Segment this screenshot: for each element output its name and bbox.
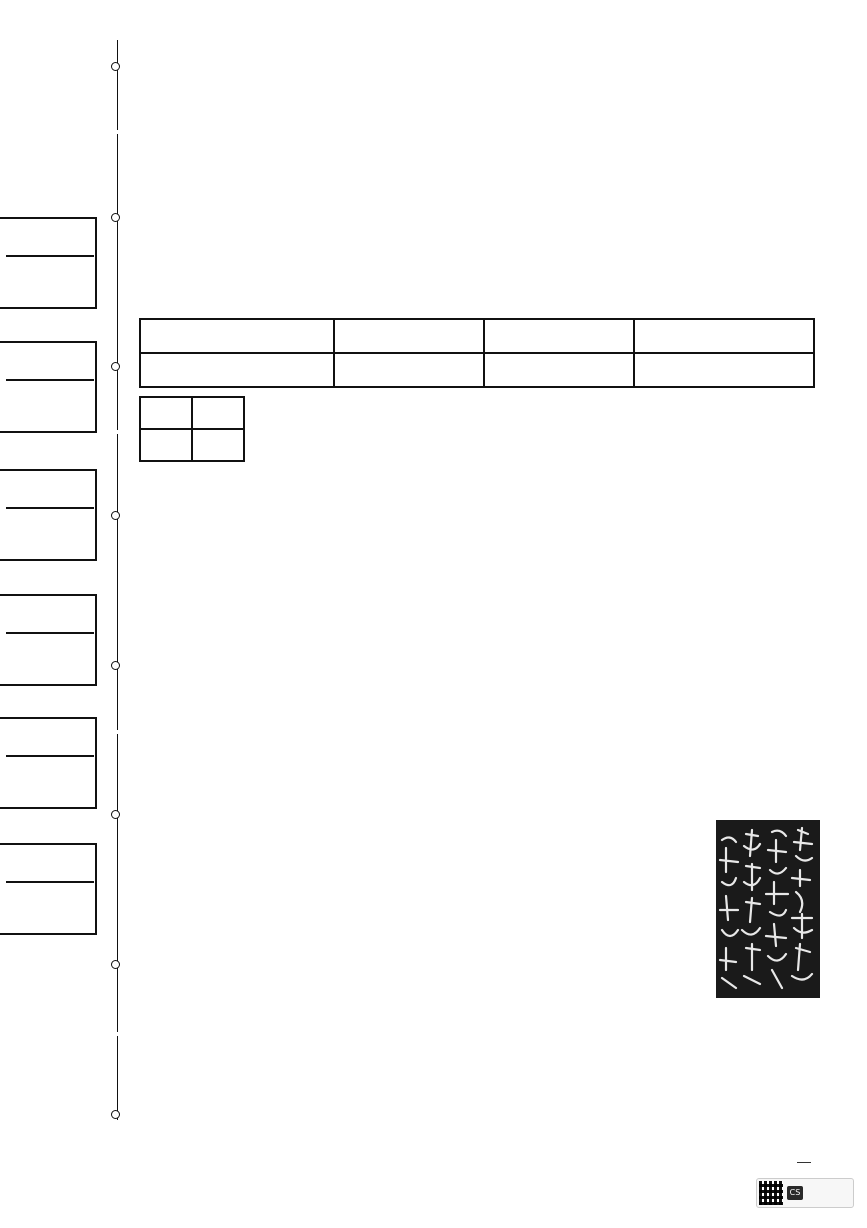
score-table <box>139 318 815 388</box>
binding-char-below <box>109 1032 127 1036</box>
scanner-watermark <box>756 1178 854 1208</box>
county-label <box>6 221 94 257</box>
grader-name-label <box>192 397 244 429</box>
binding-char-secret <box>109 730 127 734</box>
exam-room-field[interactable] <box>0 717 97 809</box>
grader-score-label <box>140 397 192 429</box>
exam-room-label <box>6 721 94 757</box>
cs-logo-icon: CS <box>787 1186 803 1200</box>
binding-line <box>117 40 118 1120</box>
binding-circle <box>111 362 120 371</box>
grader-name-cell[interactable] <box>192 429 244 461</box>
binding-circle <box>111 960 120 969</box>
grader-score-cell[interactable] <box>140 429 192 461</box>
binding-circle <box>111 661 120 670</box>
binding-circle <box>111 1110 120 1119</box>
exam-number-field[interactable] <box>0 843 97 935</box>
binding-circle <box>111 810 120 819</box>
class-field[interactable] <box>0 594 97 686</box>
score-cell-part1[interactable] <box>334 353 484 387</box>
bronze-inscription-image <box>716 820 820 998</box>
score-table-header-part2 <box>484 319 634 353</box>
name-field[interactable] <box>0 469 97 561</box>
score-cell-part2[interactable] <box>484 353 634 387</box>
binding-circle <box>111 62 120 71</box>
class-label <box>6 598 94 634</box>
decorative-dash <box>797 1162 811 1163</box>
school-label <box>6 345 94 381</box>
binding-char-seal <box>109 430 127 434</box>
score-table-header-part1 <box>334 319 484 353</box>
score-table-header-question <box>140 319 334 353</box>
score-table-header-total <box>634 319 814 353</box>
school-field[interactable] <box>0 341 97 433</box>
binding-circle <box>111 213 120 222</box>
grader-table <box>139 396 245 462</box>
exam-number-label <box>6 847 94 883</box>
binding-circle <box>111 511 120 520</box>
binding-char-line <box>109 130 127 134</box>
qr-code-icon <box>759 1181 783 1205</box>
score-table-row-label <box>140 353 334 387</box>
name-label <box>6 473 94 509</box>
county-field[interactable] <box>0 217 97 309</box>
score-cell-total[interactable] <box>634 353 814 387</box>
